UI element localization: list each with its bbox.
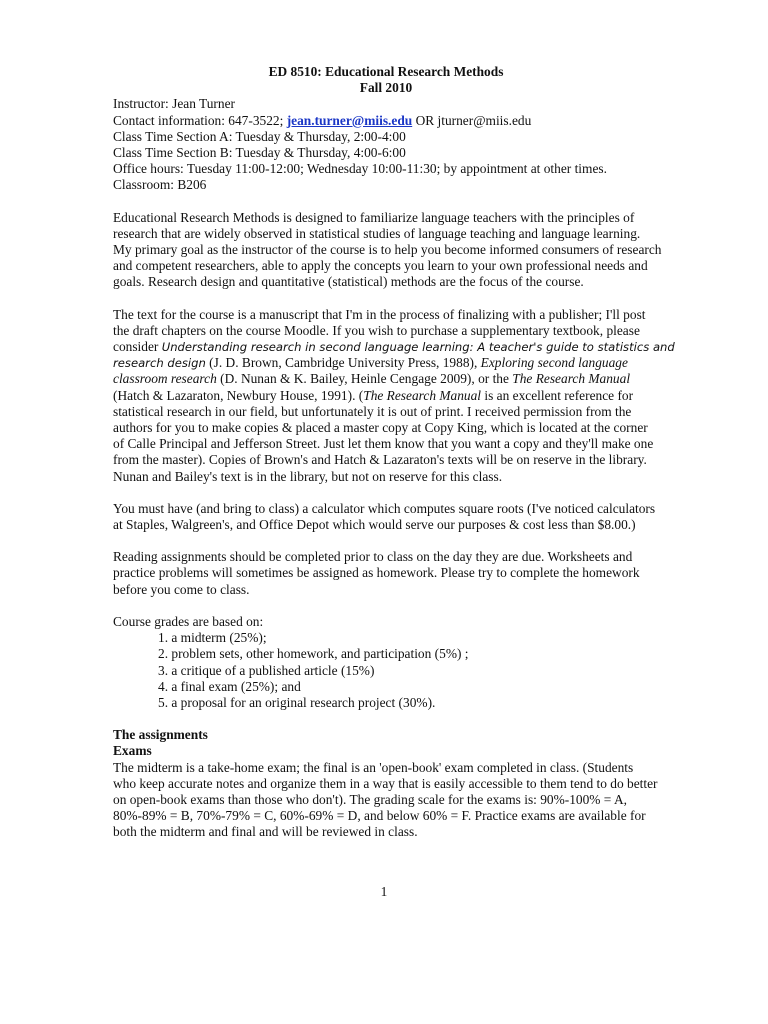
instructor-line: Instructor: Jean Turner: [113, 96, 235, 112]
list-item: 2. problem sets, other homework, and participation (5%) ;: [158, 646, 469, 662]
assignments-heading: The assignments: [113, 727, 208, 743]
intro-paragraph: [113, 209, 662, 291]
paragraph-line: [113, 371, 659, 387]
section-a-line: Class Time Section A: Tuesday & Thursday, 2:00-4:00: [113, 128, 406, 144]
paragraph-line: Reading assignments should be completed prior to class on the day they are due. Worksheets and: [113, 549, 633, 565]
paragraph-line: both the midterm and final and will be reviewed in class.: [113, 824, 418, 840]
list-item: 1. a midterm (25%);: [158, 630, 267, 646]
book-title-manual: The Research Manual: [512, 371, 631, 387]
paragraph-line: [113, 355, 659, 371]
contact-suffix: OR jturner@miis.edu: [412, 112, 532, 128]
paragraph-line: who keep accurate notes and organize them in a way that is easily accessible to them tend to do better: [113, 775, 658, 791]
paragraph-line: Nunan and Bailey's text is in the library, but not on reserve for this class.: [113, 468, 503, 484]
office-hours-line: Office hours: Tuesday 11:00-12:00; Wednesday 10:00-11:30; by appointment at other times.: [113, 161, 607, 177]
paragraph-line: My primary goal as the instructor of the course is to help you become informed consumers of research: [113, 242, 662, 258]
paragraph-line: the draft chapters on the course Moodle. If you wish to purchase a supplementary textbook, please: [113, 322, 640, 338]
classroom-line: Classroom: B206: [113, 177, 207, 193]
paragraph-line: and competent researchers, able to apply the concepts you learn to your own professional needs and: [113, 258, 648, 274]
grades-heading: Course grades are based on:: [113, 613, 264, 629]
paragraph-line: from the master). Copies of Brown's and Hatch & Lazaraton's texts will be on reserve in the library.: [113, 452, 647, 468]
calculator-paragraph: [113, 501, 659, 533]
paragraph-line: before you come to class.: [113, 581, 250, 597]
grades-list: [113, 630, 659, 711]
paragraph-line: Educational Research Methods is designed to familiarize language teachers with the principles of: [113, 209, 635, 225]
book-title-brown-cont: research design: [113, 356, 206, 371]
paragraph-line: The text for the course is a manuscript that I'm in the process of finalizing with a publisher; I'll post: [113, 306, 646, 322]
text-run: consider: [113, 339, 162, 355]
section-b-line: Class Time Section B: Tuesday & Thursday, 4:00-6:00: [113, 145, 406, 161]
paragraph-line: You must have (and bring to class) a calculator which computes square roots (I've noticed calculators: [113, 500, 656, 516]
course-info: [113, 96, 659, 193]
page-number: 1: [380, 884, 388, 899]
grades-section: [113, 614, 659, 711]
email-link[interactable]: jean.turner@miis.edu: [286, 112, 413, 128]
book-title-brown: Understanding research in second language learning: A teacher's guide to statistics and: [161, 340, 675, 355]
book-title-nunan-cont: classroom research: [113, 371, 217, 387]
paragraph-line: [113, 339, 675, 355]
paragraph-line: at Staples, Walgreen's, and Office Depot which would serve our purposes & cost less than $8.00.): [113, 517, 636, 533]
book-title-nunan: Exploring second language: [480, 355, 628, 371]
paragraph-line: 80%-89% = B, 70%-79% = C, 60%-69% = D, and below 60% = F. Practice exams are available for: [113, 808, 646, 824]
contact-prefix: Contact information: 647-3522;: [113, 112, 287, 128]
list-item: 5. a proposal for an original research project (30%).: [158, 694, 436, 710]
paragraph-line: practice problems will sometimes be assigned as homework. Please try to complete the homework: [113, 565, 640, 581]
text-run: is an excellent reference for: [481, 387, 634, 403]
paragraph-line: of Calle Principal and Jefferson Street. Just let them know that you want a copy and they'll make one: [113, 436, 654, 452]
paragraph-line: [113, 388, 659, 404]
paragraph-line: statistical research in our field, but unfortunately it is out of print. I received permission from the: [113, 403, 632, 419]
text-run: (D. Nunan & K. Bailey, Heinle Cengage 2009), or the: [216, 371, 513, 387]
list-item: 3. a critique of a published article (15%): [158, 662, 375, 678]
book-title-manual-ref: The Research Manual: [363, 387, 482, 403]
list-item: 4. a final exam (25%); and: [158, 678, 301, 694]
paragraph-line: on open-book exams than those who don't). The grading scale for the exams is: 90%-100% = A,: [113, 791, 627, 807]
paragraph-line: goals. Research design and quantitative (statistical) methods are the focus of the course.: [113, 274, 584, 290]
course-term: Fall 2010: [359, 80, 413, 96]
course-title: ED 8510: Educational Research Methods: [268, 64, 504, 79]
paragraph-line: authors for you to make copies & placed a master copy at Copy King, which is located at the corner: [113, 420, 648, 436]
reading-paragraph: [113, 549, 659, 598]
assignments-section: [113, 727, 659, 840]
contact-line: [113, 113, 659, 129]
document-body: [113, 64, 675, 841]
paragraph-line: research that are widely observed in statistical studies of language teaching and language learning.: [113, 225, 641, 241]
textbook-paragraph: [113, 306, 675, 485]
exams-heading: Exams: [113, 743, 152, 759]
text-run: (J. D. Brown, Cambridge University Press, 1988),: [205, 355, 481, 371]
text-run: (Hatch & Lazaraton, Newbury House, 1991). (: [113, 387, 364, 403]
paragraph-line: The midterm is a take-home exam; the final is an 'open-book' exam completed in class. (Students: [113, 759, 634, 775]
